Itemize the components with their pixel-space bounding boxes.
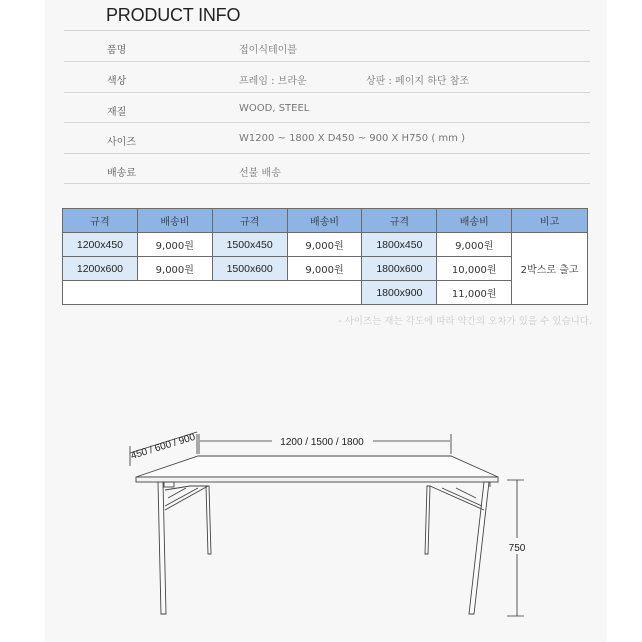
info-value: WOOD, STEEL: [239, 103, 310, 114]
info-row-material: [64, 92, 590, 124]
info-label: 품명: [107, 45, 127, 56]
table-header-row: [63, 209, 588, 233]
header-fee: 배송비: [287, 209, 362, 233]
size-cell: 1500x600: [212, 257, 287, 281]
table-row: [63, 281, 588, 305]
empty-cell: [63, 281, 362, 305]
info-row-color: [64, 61, 590, 93]
tabletop: [136, 456, 498, 487]
info-row-name: [64, 30, 590, 62]
info-label: 색상: [107, 76, 127, 87]
table-dimension-diagram: [120, 420, 540, 630]
depth-label: 450 / 600 / 900: [129, 431, 197, 462]
info-row-size: [64, 122, 590, 154]
divider: [64, 183, 590, 184]
fee-cell: 9,000원: [437, 233, 512, 257]
size-cell: 1800x900: [362, 281, 437, 305]
shipping-fee-table: [62, 208, 588, 305]
width-dimension: [199, 434, 451, 454]
size-cell: 1800x600: [362, 257, 437, 281]
header-size: 규격: [212, 209, 287, 233]
info-value: W1200 ~ 1800 X D450 ~ 900 X H750 ( mm ): [239, 133, 465, 144]
fee-cell: 11,000원: [437, 281, 512, 305]
info-label: 재질: [107, 107, 127, 118]
width-label: 1200 / 1500 / 1800: [280, 437, 364, 448]
remark-cell: 2박스로 출고: [512, 233, 588, 305]
fee-cell: 9,000원: [137, 257, 212, 281]
info-label: 사이즈: [107, 137, 136, 148]
size-cell: 1200x450: [63, 233, 138, 257]
info-value-2: 상판 : 페이지 하단 참조: [366, 76, 470, 87]
height-dimension: [507, 480, 526, 616]
fee-cell: 9,000원: [287, 257, 362, 281]
info-label: 배송료: [107, 168, 136, 179]
header-fee: 배송비: [137, 209, 212, 233]
info-value: 접이식테이블: [239, 45, 297, 56]
table-row: [63, 257, 588, 281]
info-value: 프레임 : 브라운: [239, 76, 307, 87]
height-label: 750: [508, 543, 526, 554]
info-row-shipping: [64, 153, 590, 185]
fee-cell: 10,000원: [437, 257, 512, 281]
header-remark: 비고: [512, 209, 588, 233]
page-title: PRODUCT INFO: [106, 5, 241, 25]
header-size: 규격: [362, 209, 437, 233]
fee-cell: 9,000원: [287, 233, 362, 257]
size-cell: 1200x600: [63, 257, 138, 281]
info-value: 선불 배송: [239, 168, 281, 179]
table-row: [63, 233, 588, 257]
table-legs: [158, 482, 489, 614]
header-fee: 배송비: [437, 209, 512, 233]
size-cell: 1500x450: [212, 233, 287, 257]
size-note: - 사이즈는 재는 각도에 따라 약간의 오차가 있을 수 있습니다.: [338, 316, 592, 327]
header-size: 규격: [63, 209, 138, 233]
size-cell: 1800x450: [362, 233, 437, 257]
fee-cell: 9,000원: [137, 233, 212, 257]
